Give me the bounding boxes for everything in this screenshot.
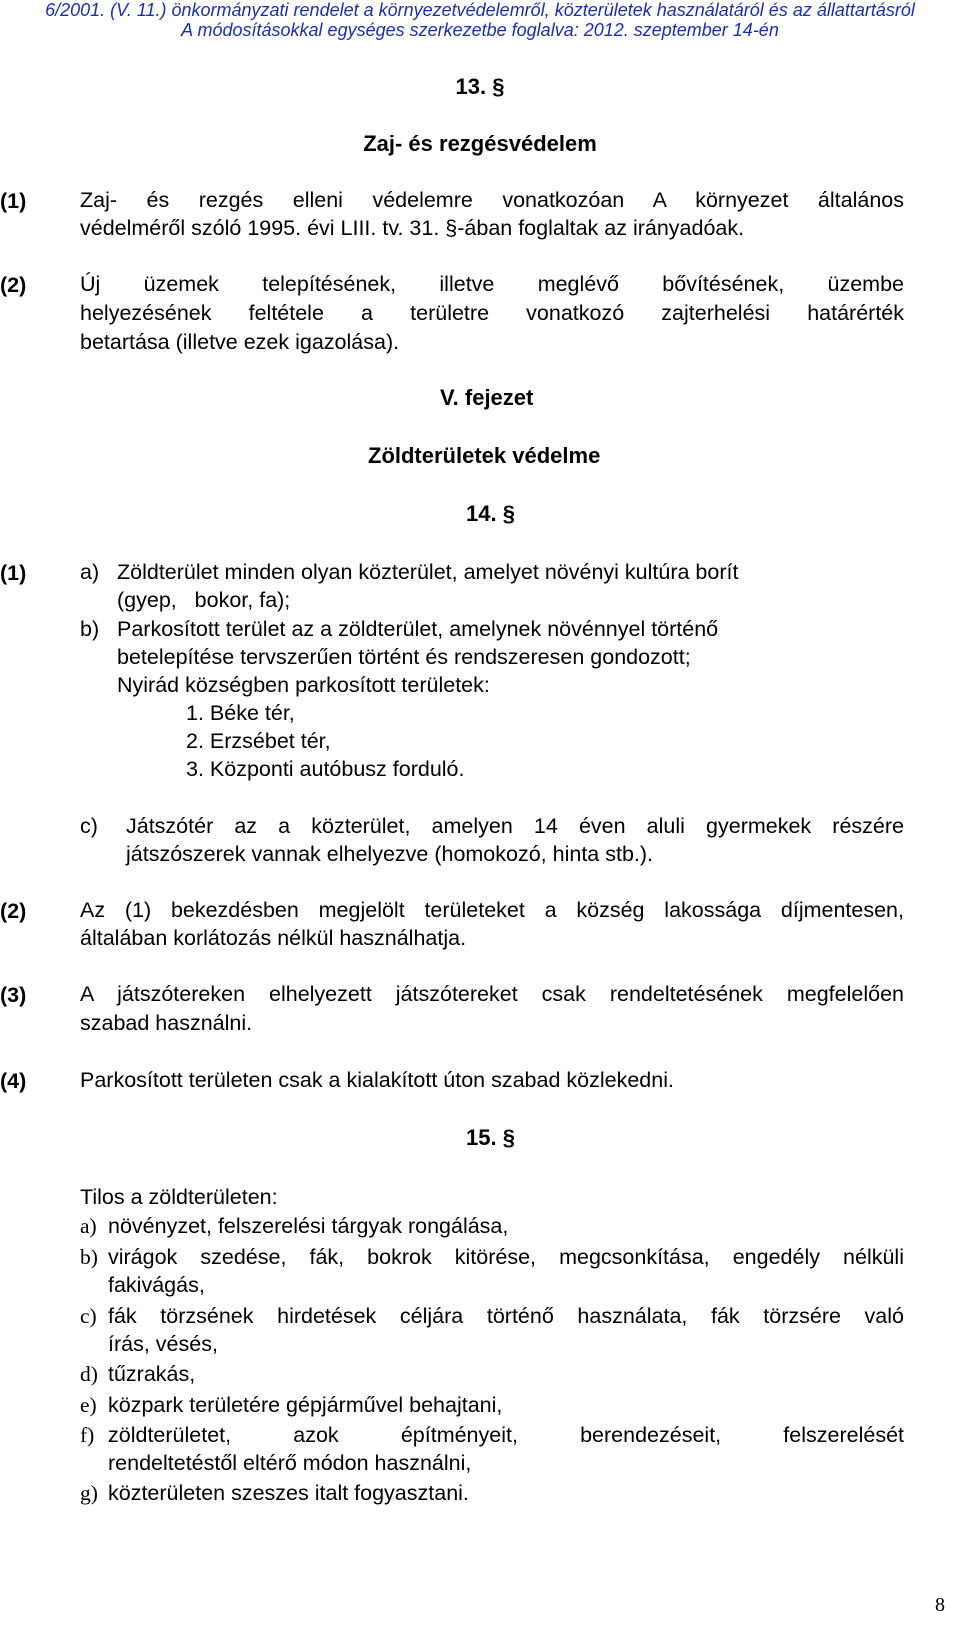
chapter-title: Zöldterületek védelme: [368, 443, 601, 468]
s15-d-marker: d): [80, 1362, 98, 1386]
s14-para-1-number: (1): [0, 561, 27, 585]
s14-b-marker: b): [80, 617, 100, 641]
s13-para-1-number: (1): [0, 189, 27, 213]
s14-a-line-2: (gyep, bokor, fa);: [117, 588, 291, 612]
s14-para-3-line-2: szabad használni.: [80, 1011, 253, 1035]
s15-d-line-1: tűzrakás,: [108, 1362, 196, 1386]
s15-c-marker: c): [80, 1304, 97, 1328]
page-number: 8: [935, 1594, 945, 1616]
s15-b-marker: b): [80, 1245, 98, 1269]
s14-para-3-number: (3): [0, 983, 27, 1007]
s14-b-line-3: Nyirád községben parkosított területek:: [117, 673, 490, 697]
s13-para-2-line-3: betartása (illetve ezek igazolása).: [80, 330, 400, 354]
s13-para-2-line-1: Új üzemek telepítésének, illetve meglévő bővítésének, üzembe: [80, 272, 904, 296]
s15-c-line-1: fák törzsének hirdetések céljára történő használata, fák törzsére való: [108, 1304, 904, 1328]
s15-f-line-2: rendeltetéstől eltérő módon használni,: [108, 1451, 472, 1475]
header-line-2: A módosításokkal egységes szerkezetbe foglalva: 2012. szeptember 14-én: [181, 20, 779, 40]
s13-para-1-line-2: védelméről szóló 1995. évi LIII. tv. 31. §-ában foglaltak az irányadóak.: [80, 216, 745, 240]
s15-g-marker: g): [80, 1481, 98, 1505]
header-line-1: 6/2001. (V. 11.) önkormányzati rendelet a környezetvédelemről, közterületek használatáról és az állattartásról: [45, 0, 915, 20]
s14-c-line-1: Játszótér az a közterület, amelyen 14 éven aluli gyermekek részére: [126, 814, 904, 838]
s14-list-item-1: 1. Béke tér,: [186, 701, 295, 725]
s15-f-marker: f): [80, 1423, 95, 1447]
s13-para-2-number: (2): [0, 273, 27, 297]
section-14-number: 14. §: [466, 501, 515, 526]
s15-b-line-1: virágok szedése, fák, bokrok kitörése, megcsonkítása, engedély nélküli: [108, 1245, 904, 1269]
document-header: [0, 0, 960, 42]
s15-c-line-2: írás, vésés,: [108, 1332, 218, 1356]
s14-b-line-1: Parkosított terület az a zöldterület, amelynek növénnyel történő: [117, 617, 719, 641]
s15-b-line-2: fakivágás,: [108, 1273, 205, 1297]
s14-para-3-line-1: A játszótereken elhelyezett játszótereket csak rendeltetésének megfelelően: [80, 982, 904, 1006]
s15-a-line-1: növényzet, felszerelési tárgyak rongálása,: [108, 1214, 509, 1238]
section-13-number: 13. §: [455, 74, 505, 99]
s14-list-item-3: 3. Központi autóbusz forduló.: [186, 757, 465, 781]
s13-para-1-line-1: Zaj- és rezgés elleni védelemre vonatkozóan A környezet általános: [80, 188, 904, 212]
s14-para-2-line-2: általában korlátozás nélkül használhatja.: [80, 926, 467, 950]
s14-c-line-2: játszószerek vannak elhelyezve (homokozó, hinta stb.).: [126, 842, 654, 866]
s14-c-marker: c): [80, 814, 98, 838]
s14-para-2-line-1: Az (1) bekezdésben megjelölt területeket a község lakossága díjmentesen,: [80, 898, 904, 922]
s14-para-4-line-1: Parkosított területen csak a kialakított úton szabad közlekedni.: [80, 1068, 674, 1092]
s15-g-line-1: közterületen szeszes italt fogyasztani.: [108, 1481, 469, 1505]
s15-f-line-1: zöldterületet, azok építményeit, berendezéseit, felszerelését: [108, 1423, 904, 1447]
s14-para-2-number: (2): [0, 899, 27, 923]
s15-e-marker: e): [80, 1393, 97, 1417]
s13-para-2-line-2: helyezésének feltétele a területre vonatkozó zajterhelési határérték: [80, 301, 904, 325]
s15-intro: Tilos a zöldterületen:: [80, 1185, 278, 1209]
s15-e-line-1: közpark területére gépjárművel behajtani,: [108, 1393, 503, 1417]
s14-a-line-1: Zöldterület minden olyan közterület, amelyet növényi kultúra borít: [117, 560, 739, 584]
s14-para-4-number: (4): [0, 1069, 27, 1093]
s15-a-marker: a): [80, 1214, 97, 1238]
chapter-number: V. fejezet: [440, 385, 534, 410]
section-13-title: Zaj- és rezgésvédelem: [363, 131, 597, 156]
section-15-number: 15. §: [466, 1125, 515, 1150]
s14-list-item-2: 2. Erzsébet tér,: [186, 729, 331, 753]
s14-b-line-2: betelepítése tervszerűen történt és rendszeresen gondozott;: [117, 645, 691, 669]
s14-a-marker: a): [80, 560, 100, 584]
